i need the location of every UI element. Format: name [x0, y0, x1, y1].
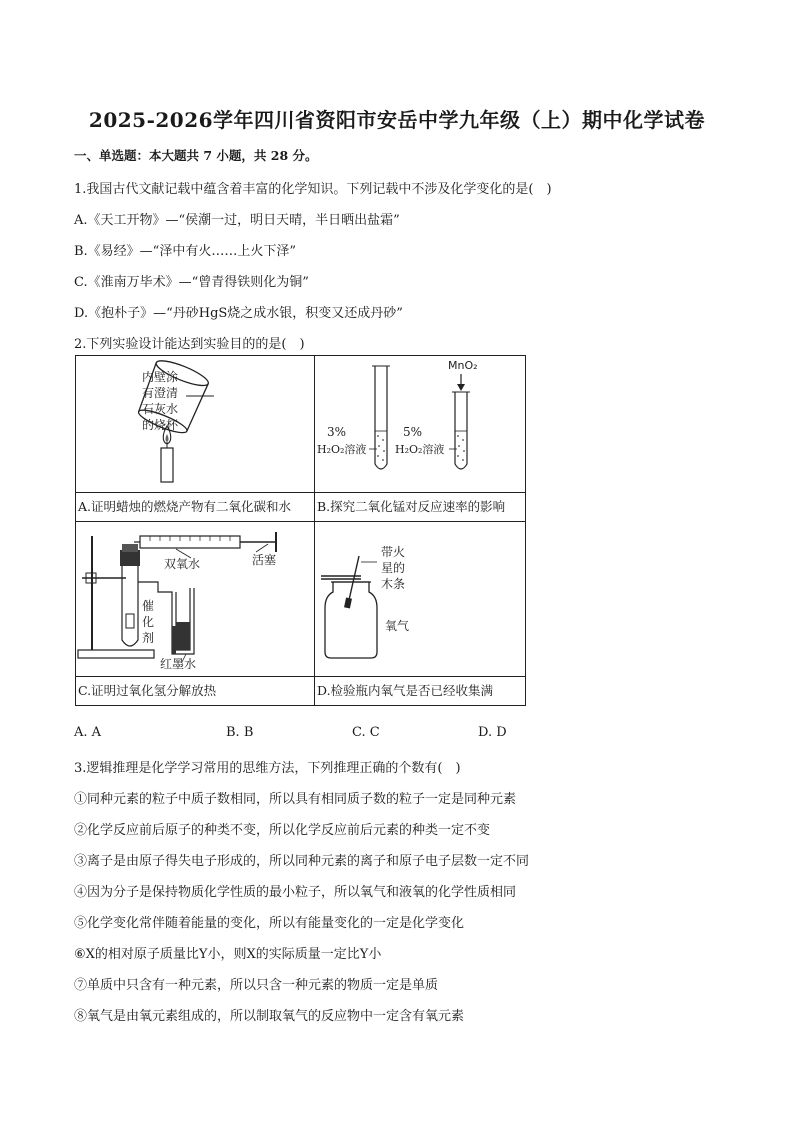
q3-item-4: ④因为分子是保持物质化学性质的最小粒子，所以氧气和液氧的化学性质相同 — [74, 885, 517, 900]
q3-item-7: ⑦单质中只含有一种元素，所以只含一种元素的物质一定是单质 — [74, 978, 439, 993]
test-tubes-diagram — [315, 356, 525, 488]
figure-a — [76, 356, 314, 492]
q3-item-5: ⑤化学变化常伴随着能量的变化，所以有能量变化的一定是化学变化 — [74, 916, 465, 931]
fig-c-piston: 活塞 — [252, 553, 277, 567]
caption-a: A.证明蜡烛的燃烧产物有二氧化碳和水 — [78, 499, 292, 514]
fig-b-solution-1: H₂O₂溶液 — [317, 443, 367, 456]
q3-item-6: ⑥X的相对原子质量比Y小，则X的实际质量一定比Y小 — [74, 947, 382, 962]
q1-option-b: B.《易经》—“泽中有火……上火下泽” — [74, 244, 296, 259]
q1-option-a: A.《天工开物》—“侯潮一过，明日天晴，半日晒出盐霜” — [74, 213, 400, 228]
figure-b — [315, 356, 525, 492]
caption-c: C.证明过氧化氢分解放热 — [78, 683, 217, 698]
q2-choice-b: B. B — [226, 725, 254, 740]
q1-option-c: C.《淮南万毕术》—“曾青得铁则化为铜” — [74, 275, 309, 290]
fig-a-label-2: 有澄清 — [142, 386, 179, 400]
q2-choice-a: A. A — [74, 725, 102, 740]
fig-c-h2o2: 双氧水 — [164, 557, 201, 571]
fig-b-pct-2: 5% — [403, 425, 423, 439]
q1-stem: 1.我国古代文献记载中蕴含着丰富的化学知识。下列记载中不涉及化学变化的是( ) — [74, 182, 552, 197]
figure-d — [315, 522, 525, 676]
fig-c-catalyst-2: 化 — [142, 615, 155, 629]
q3-item-2: ②化学反应前后原子的种类不变，所以化学反应前后元素的种类一定不变 — [74, 823, 491, 838]
q3-item-3: ③离子是由原子得失电子形成的，所以同种元素的离子和原子电子层数一定不同 — [74, 854, 530, 869]
fig-c-catalyst-3: 剂 — [142, 631, 155, 645]
fig-c-ink: 红墨水 — [160, 657, 197, 671]
fig-b-pct-1: 3% — [327, 425, 347, 439]
fig-a-label-4: 的烧杯 — [142, 418, 179, 432]
figure-c — [76, 522, 314, 676]
caption-b: B.探究二氧化锰对反应速率的影响 — [317, 499, 506, 514]
fig-b-mno2: MnO₂ — [448, 359, 478, 372]
q2-stem: 2.下列实验设计能达到实验目的的是( ) — [74, 337, 305, 352]
fig-d-stick-1: 带火 — [381, 545, 406, 559]
candle-beaker-diagram — [76, 356, 314, 488]
q3-stem: 3.逻辑推理是化学学习常用的思维方法，下列推理正确的个数有( ) — [74, 761, 461, 776]
fig-d-stick-2: 星的 — [381, 561, 406, 575]
fig-a-label-1: 内壁涂 — [142, 370, 179, 384]
q3-item-8: ⑧氧气是由氧元素组成的，所以制取氧气的反应物中一定含有氧元素 — [74, 1009, 465, 1024]
q1-option-d: D.《抱朴子》—“丹砂HgS烧之成水银，积变又还成丹砂” — [74, 306, 403, 321]
syringe-apparatus-diagram — [76, 522, 314, 672]
fig-d-stick-3: 木条 — [381, 577, 406, 591]
fig-c-catalyst-1: 催 — [142, 599, 155, 613]
q3-item-1: ①同种元素的粒子中质子数相同，所以具有相同质子数的粒子一定是同种元素 — [74, 792, 517, 807]
fig-b-solution-2: H₂O₂溶液 — [395, 443, 445, 456]
q2-choice-c: C. C — [352, 725, 380, 740]
fig-d-oxygen: 氧气 — [385, 619, 410, 633]
experiment-table — [75, 355, 526, 706]
caption-d: D.检验瓶内氧气是否已经收集满 — [317, 683, 494, 698]
page-title: 2025-2026学年四川省资阳市安岳中学九年级（上）期中化学试卷 — [88, 108, 706, 132]
q2-choice-d: D. D — [478, 725, 507, 740]
section-heading: 一、单选题：本大题共 7 小题，共 28 分。 — [74, 148, 318, 163]
fig-a-label-3: 石灰水 — [142, 402, 179, 416]
gas-bottle-diagram — [315, 522, 525, 672]
